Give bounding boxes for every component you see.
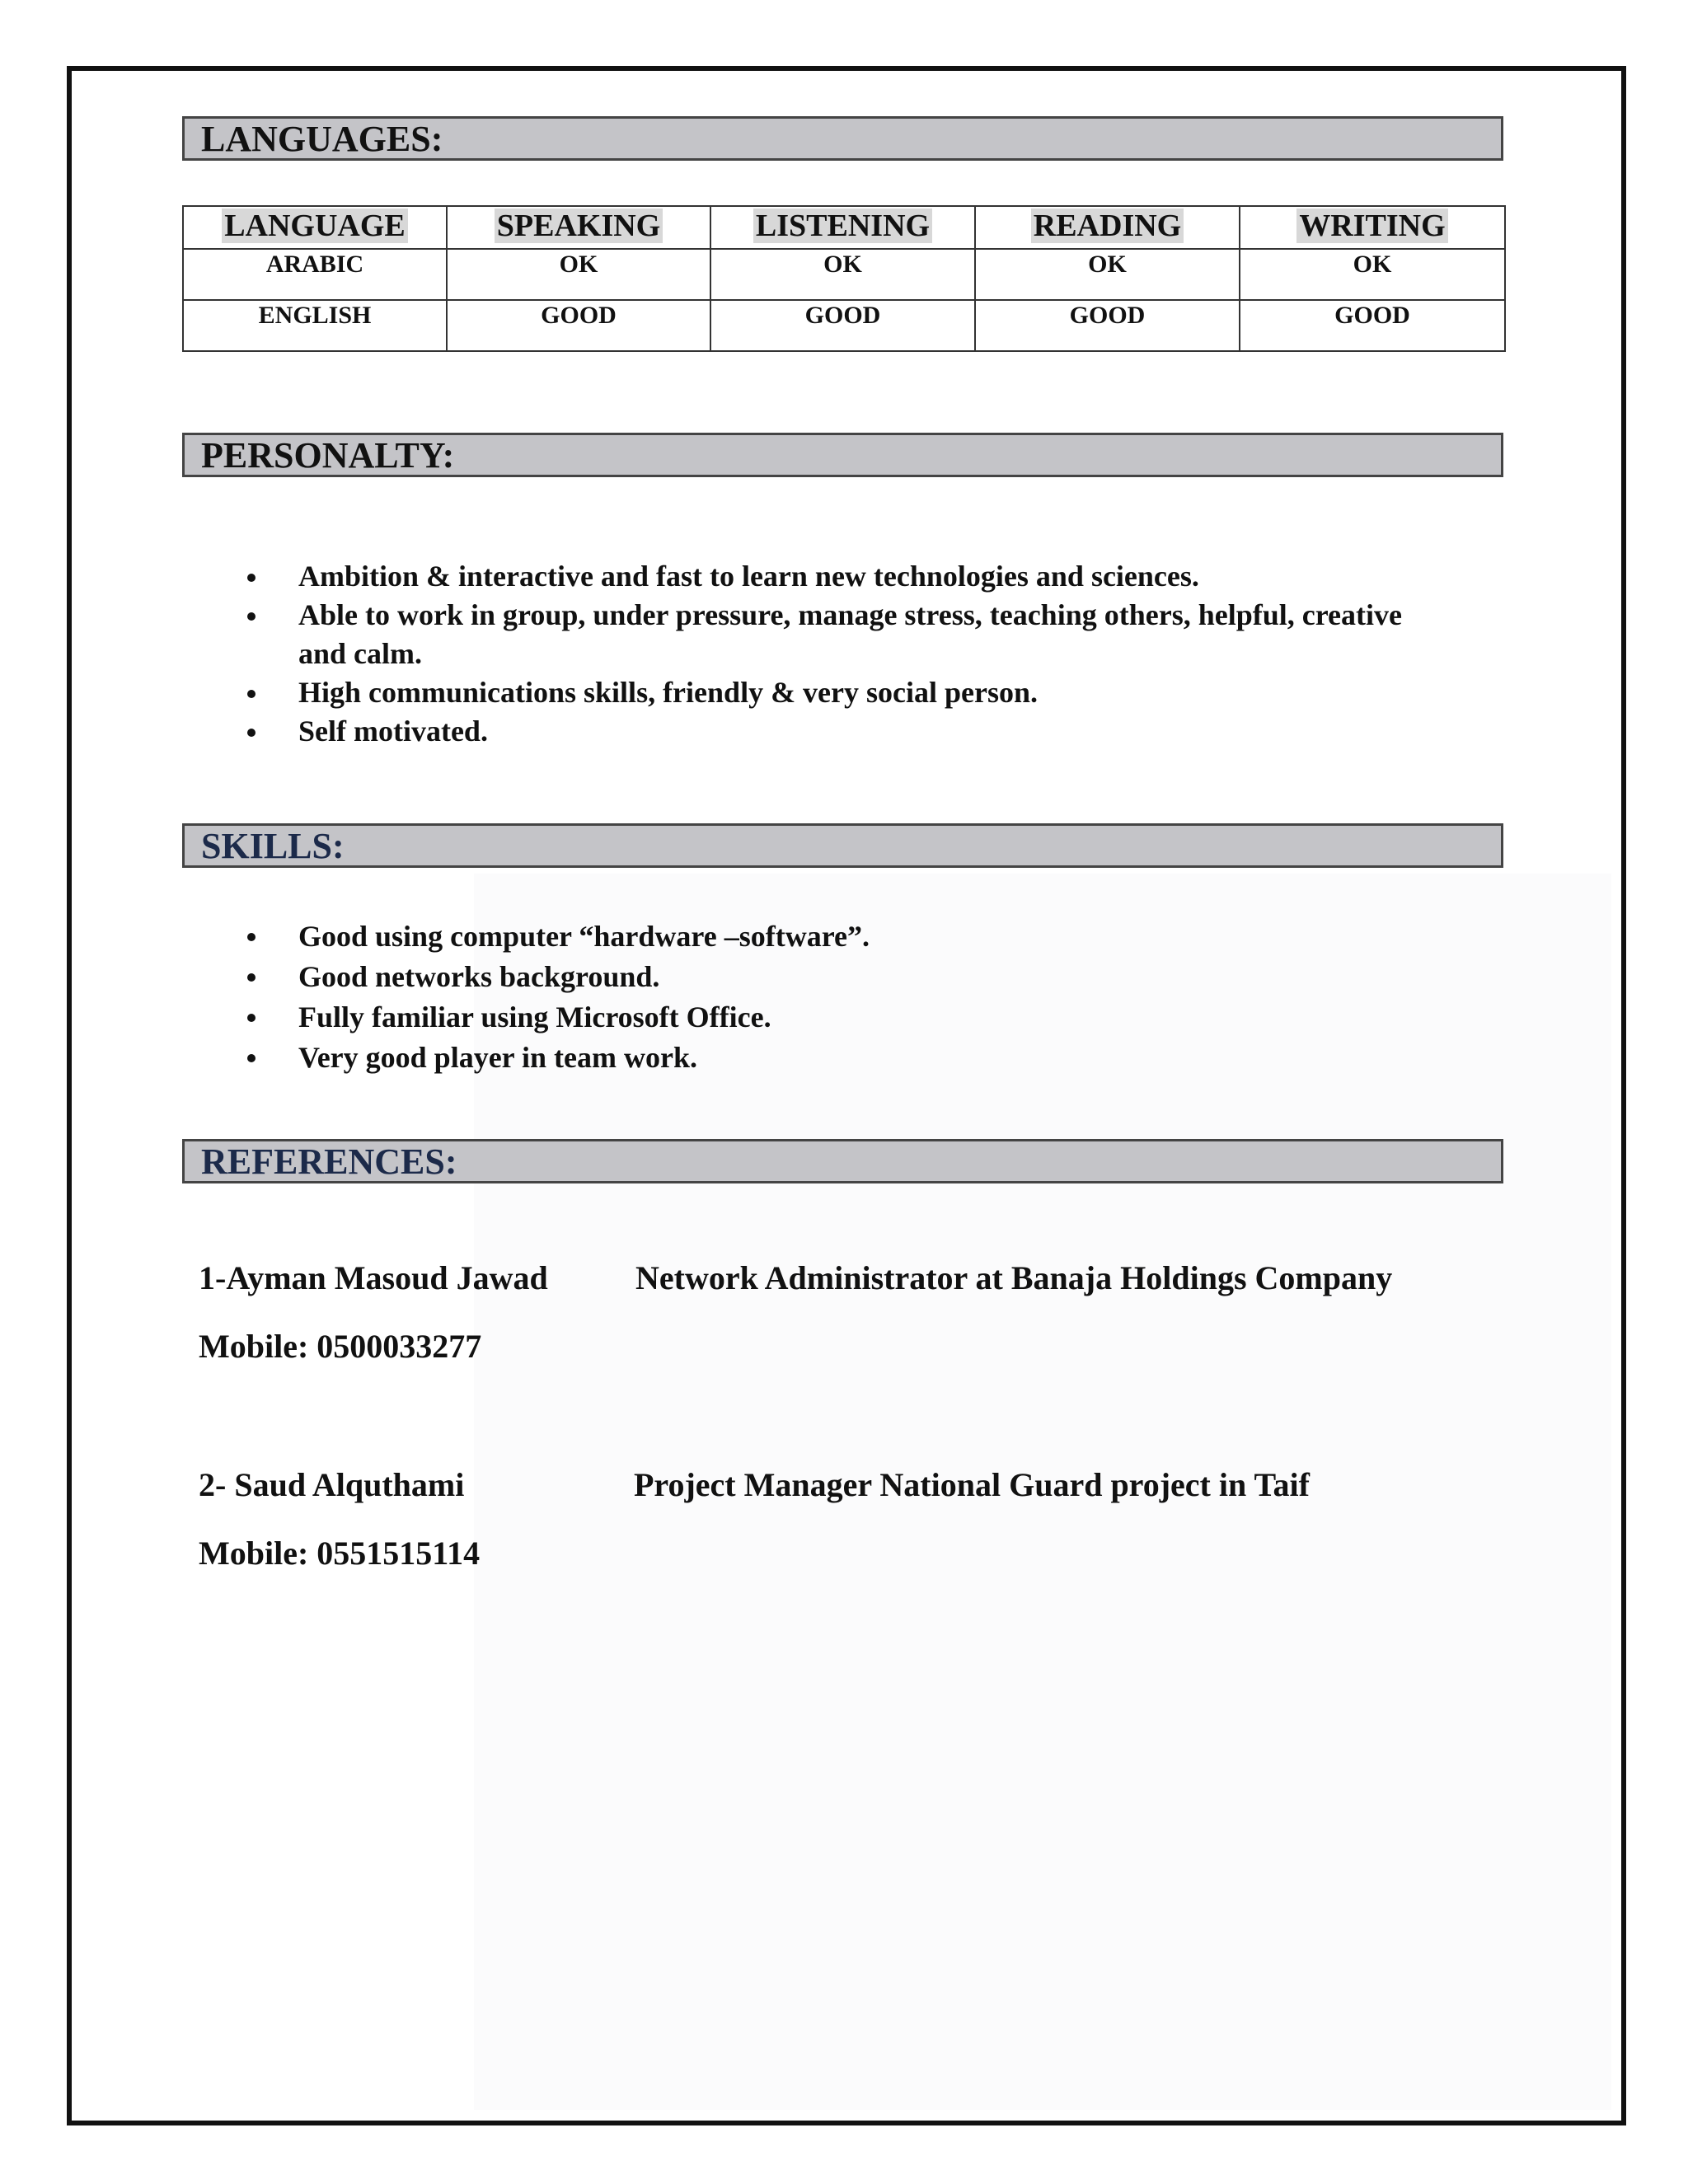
table-header-row — [183, 206, 1505, 249]
reference-name: 1-Ayman Masoud Jawad — [199, 1259, 548, 1296]
table-cell: OK — [1240, 249, 1505, 300]
list-item: Fully familiar using Microsoft Office. — [247, 997, 1484, 1038]
table-cell: OK — [975, 249, 1240, 300]
table-row — [183, 249, 1505, 300]
list-item: High communications skills, friendly & very social person. — [247, 673, 1484, 712]
list-item: Able to work in group, under pressure, manage stress, teaching others, helpful, creative and calm. — [247, 596, 1484, 673]
reference-title: Network Administrator at Banaja Holdings Company — [635, 1259, 1393, 1296]
table-cell: ARABIC — [183, 249, 447, 300]
reference-mobile: Mobile: 0500033277 — [199, 1328, 482, 1365]
table-cell: GOOD — [975, 300, 1240, 351]
language-table — [182, 205, 1506, 352]
references-header: REFERENCES: — [182, 1139, 1503, 1183]
personality-header: PERSONALTY: — [182, 433, 1503, 477]
reference-title: Project Manager National Guard project in Taif — [634, 1466, 1310, 1503]
languages-header: LANGUAGES: — [182, 116, 1503, 161]
column-header: READING — [975, 206, 1240, 249]
table-cell: GOOD — [710, 300, 975, 351]
table-cell: GOOD — [447, 300, 710, 351]
reference-mobile: Mobile: 0551515114 — [199, 1535, 481, 1572]
table-cell: OK — [710, 249, 975, 300]
table-cell: GOOD — [1240, 300, 1505, 351]
column-header: SPEAKING — [447, 206, 710, 249]
table-cell: ENGLISH — [183, 300, 447, 351]
skills-header: SKILLS: — [182, 823, 1503, 868]
personality-list — [247, 557, 1484, 751]
list-item: Good networks background. — [247, 957, 1484, 997]
column-header: LANGUAGE — [183, 206, 447, 249]
list-item: Very good player in team work. — [247, 1038, 1484, 1078]
list-item: Self motivated. — [247, 712, 1484, 751]
table-cell: OK — [447, 249, 710, 300]
reference-name: 2- Saud Alquthami — [199, 1466, 465, 1503]
column-header: WRITING — [1240, 206, 1505, 249]
list-item: Good using computer “hardware –software”. — [247, 916, 1484, 957]
list-item: Ambition & interactive and fast to learn new technologies and sciences. — [247, 557, 1484, 596]
column-header: LISTENING — [710, 206, 975, 249]
table-row — [183, 300, 1505, 351]
skills-list — [247, 916, 1484, 1078]
